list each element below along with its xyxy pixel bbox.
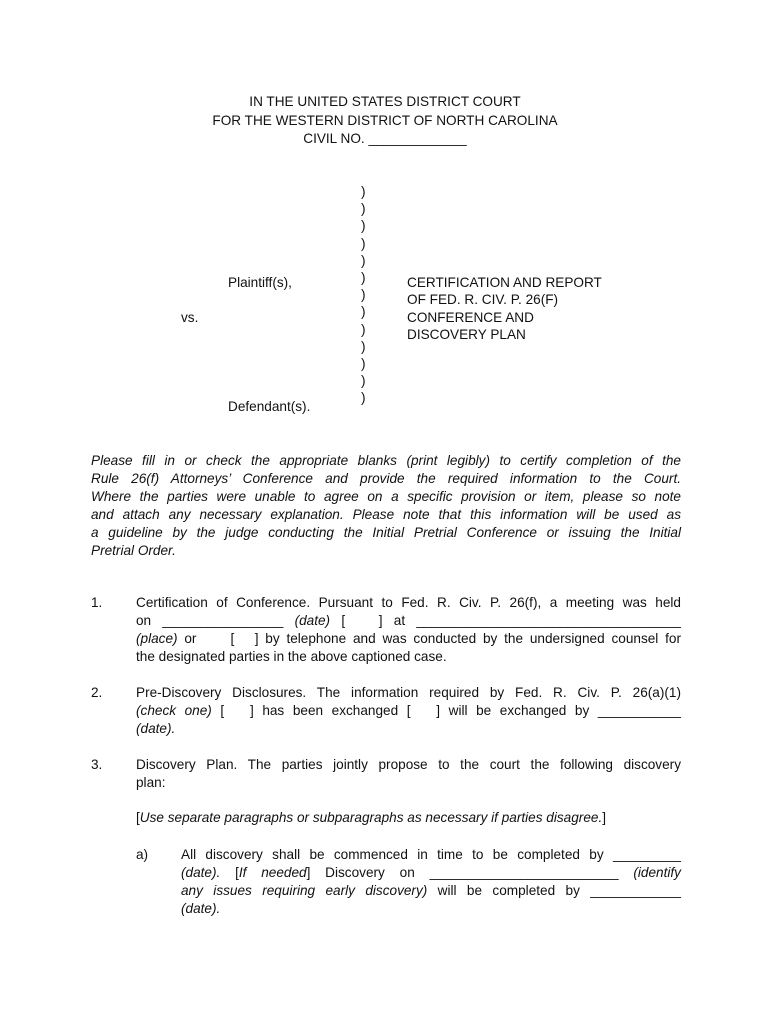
caption-parens xyxy=(361,183,366,406)
completed-by-text: will be completed by ____________ xyxy=(427,883,681,898)
instructions-line: Pretrial Order. xyxy=(91,543,176,558)
paren: ) xyxy=(361,287,366,303)
paren: ) xyxy=(361,355,366,371)
defendant-label: Defendant(s). xyxy=(228,399,311,414)
paren: ) xyxy=(361,184,366,199)
court-name: IN THE UNITED STATES DISTRICT COURT xyxy=(249,94,521,109)
district-name: FOR THE WESTERN DISTRICT OF NORTH CAROLINA xyxy=(212,112,558,128)
document-title-line: CERTIFICATION AND REPORT xyxy=(407,275,602,290)
note-text: Use separate paragraphs or subparagraphs as necessary if parties disagree. xyxy=(139,810,603,825)
civil-number: CIVIL NO. _____________ xyxy=(303,131,467,146)
item-number: 3. xyxy=(91,757,103,772)
court-header xyxy=(0,93,770,149)
subitem-a-line xyxy=(181,864,681,882)
document-title-line: DISCOVERY PLAN xyxy=(407,327,526,342)
paren: ) xyxy=(361,338,366,354)
bracket: ] xyxy=(602,810,607,825)
item-1-line: Certification of Conference. Pursuant to Fed. R. Civ. P. 26(f), a meeting was held xyxy=(136,595,681,610)
date-hint: (date). xyxy=(181,865,221,880)
paren: ) xyxy=(361,373,366,389)
instructions-line: and attach any necessary explanation. Please note that this information will be used as xyxy=(91,507,681,522)
paren: ) xyxy=(361,304,366,320)
exchange-options: [ ] has been exchanged [ ] will be exchanged by ___________ xyxy=(211,703,681,718)
if-needed-hint: If needed xyxy=(238,865,307,880)
plaintiff-label: Plaintiff(s), xyxy=(228,275,292,290)
paren: ) xyxy=(361,390,366,406)
disagreement-note xyxy=(136,809,606,827)
blank-text: on ________________ xyxy=(136,613,295,628)
paren: ) xyxy=(361,201,366,217)
paren: ) xyxy=(361,235,366,251)
subitem-a-line: (date). xyxy=(181,901,221,916)
instructions-line: Please fill in or check the appropriate blanks (print legibly) to certify completion of the xyxy=(91,453,681,468)
vs-label: vs. xyxy=(181,310,199,325)
item-3-line: Discovery Plan. The parties jointly propose to the court the following discovery xyxy=(136,757,681,772)
bracket: [ xyxy=(136,810,140,825)
instructions-line: Rule 26(f) Attorneys’ Conference and provide the required information to the Court. xyxy=(91,471,681,486)
instructions-line: a guideline by the judge conducting the Initial Pretrial Conference or issuing the Initial xyxy=(91,525,681,540)
bracket: [ xyxy=(220,865,239,880)
paren: ) xyxy=(361,321,366,337)
item-1-line: the designated parties in the above captioned case. xyxy=(136,649,447,664)
early-discovery-hint: any issues requiring early discovery) xyxy=(181,883,428,898)
document-title-line: CONFERENCE AND xyxy=(407,310,534,325)
blank-text: [ ] at ___________________________________ xyxy=(330,613,681,628)
instructions-line: Where the parties were unable to agree on a specific provision or item, please so note xyxy=(91,489,681,504)
subitem-label: a) xyxy=(136,847,149,862)
document-title-line: OF FED. R. CIV. P. 26(F) xyxy=(407,292,559,307)
place-hint: (place) xyxy=(136,631,178,646)
item-number: 1. xyxy=(91,595,103,610)
check-one-hint: (check one) xyxy=(136,703,212,718)
item-2-line xyxy=(136,702,681,720)
telephone-option: or [ ] by telephone and was conducted by the undersigned counsel for xyxy=(177,631,681,646)
subitem-a-line: All discovery shall be commenced in time to be completed by _________ xyxy=(181,847,681,862)
subitem-a-line xyxy=(181,882,681,900)
item-1-line xyxy=(136,612,681,630)
item-2-line: (date). xyxy=(136,721,176,736)
identify-hint: (identify xyxy=(633,865,681,880)
item-2-line: Pre-Discovery Disclosures. The information required by Fed. R. Civ. P. 26(a)(1) xyxy=(136,685,681,700)
item-1-line xyxy=(136,630,681,648)
item-number: 2. xyxy=(91,685,103,700)
item-3-line: plan: xyxy=(136,775,166,790)
paren: ) xyxy=(361,269,366,285)
date-hint: (date) xyxy=(294,613,331,628)
paren: ) xyxy=(361,218,366,234)
discovery-on-text: ] Discovery on _________________________ xyxy=(306,865,634,880)
paren: ) xyxy=(361,252,366,268)
